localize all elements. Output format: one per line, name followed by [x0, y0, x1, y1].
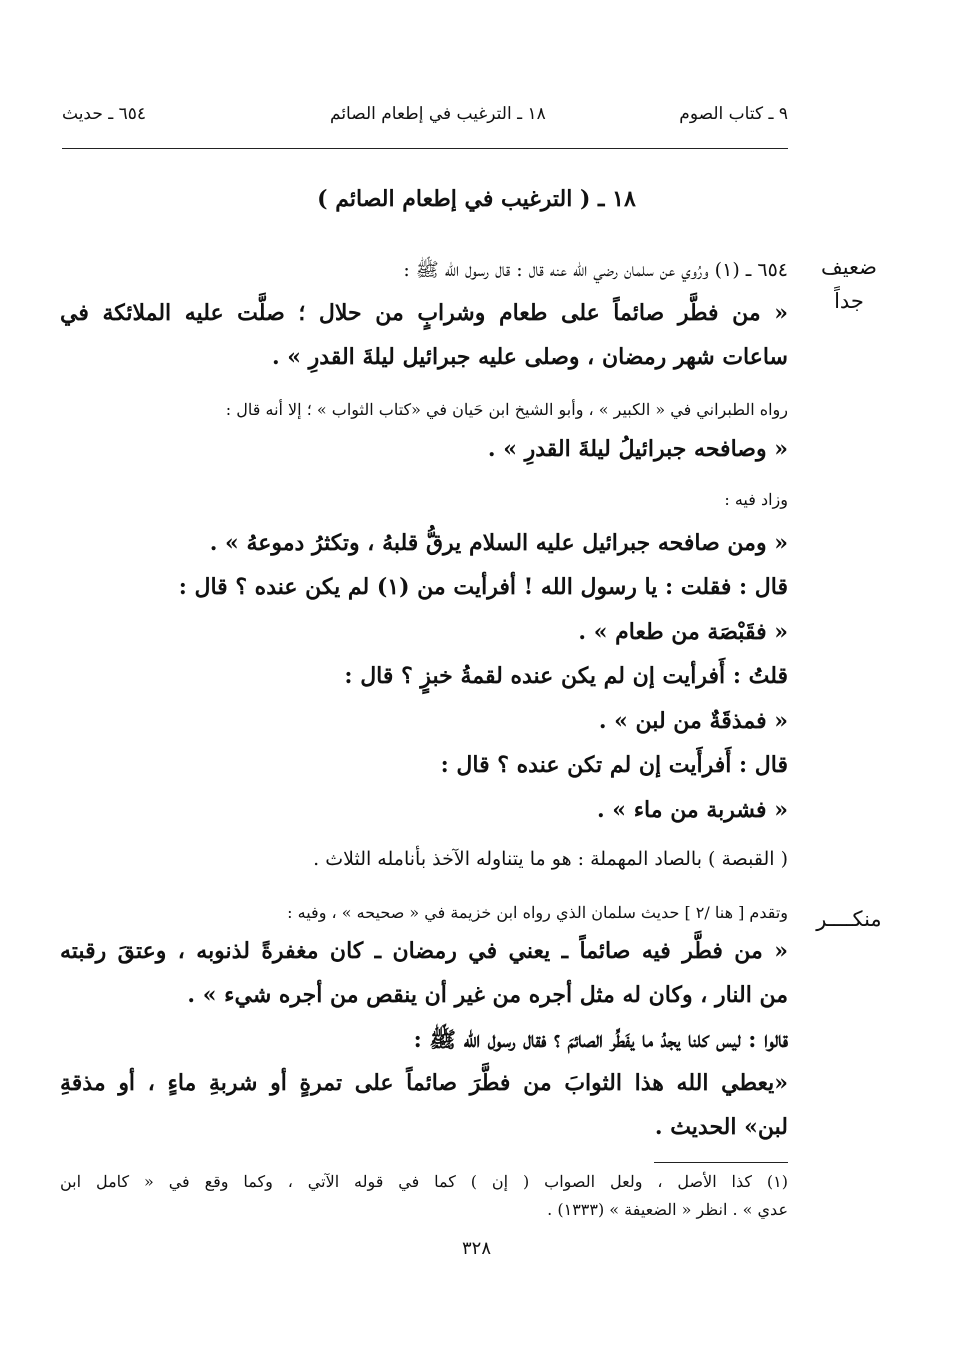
- header-hadith-number: ٦٥٤ ـ حديث: [62, 104, 147, 124]
- grade-label-munkar: منكــــر: [816, 907, 882, 931]
- hadith-text-line: « فقَبْصَة من طعام » .: [578, 619, 788, 645]
- hadith-text-line: قلتُ : أَفرأيت إن لم يكن عنده لقمةُ خبزٍ ؟ قال :: [344, 663, 788, 689]
- header-divider: [62, 148, 788, 149]
- grade-label-weak: ضعيف جداً: [820, 255, 878, 313]
- hadith-text-line: « من فطَّر صائماً على طعام وشرابٍ من حلال ؛ صلَّت عليه الملائكة في: [60, 300, 788, 326]
- hadith-text-line: « فشربة من ماء » .: [596, 797, 788, 823]
- hadith-text-line: « ومن صافحه جبرائيل عليه السلام يرقُّ قلبهُ ، وتكثرُ دموعهُ » .: [209, 530, 788, 556]
- hadith-text-line: «يعطي الله هذا الثوابَ من فطَّرَ صائماً على تمرةٍ أو شربةِ ماءٍ ، أو مذقةِ: [60, 1070, 788, 1096]
- hadith-text-line: قال : أَفرأَيت إن لم تكن عنده ؟ قال :: [440, 752, 788, 778]
- chapter-title: ١٨ ـ ( الترغيب في إطعام الصائم ): [317, 186, 636, 212]
- source-note: رواه الطبراني في « الكبير » ، وأبو الشيخ ابن حَيان في «كتاب الثواب » ؛ إلا أنه قال :: [225, 400, 788, 419]
- gloss-note: ( القبصة ) بالصاد المهملة : هو ما يتناوله الآخذ بأنامله الثلاث .: [313, 848, 788, 870]
- hadith-text-line: ساعات شهر رمضان ، وصلى عليه جبرائيل ليلةَ القدرِ » .: [271, 344, 788, 370]
- source-note: وتقدم [ هنا /٢ ] حديث سلمان الذي رواه ابن خزيمة في « صحيحه » ، وفيه :: [287, 903, 788, 922]
- header-book-title: ٩ ـ كتاب الصوم: [679, 104, 788, 124]
- footnote-divider: [654, 1162, 788, 1163]
- header-chapter-title: ١٨ ـ الترغيب في إطعام الصائم: [330, 104, 546, 124]
- hadith-text-line: « من فطَّر فيه صائماً ـ يعني في رمضان ـ كان مغفرةً لذنوبه ، وعتقَ رقبته: [60, 938, 788, 964]
- hadith-text-line: « وصافحه جبرائيلُ ليلةَ القدرِ » .: [487, 436, 788, 462]
- footnote-line: (١) كذا الأصل ، ولعل الصواب ( إن ) كما في قوله الآتي ، وكما وقع في « كامل ابن: [60, 1172, 788, 1191]
- footnote-line: عدي » . انظر « الضعيفة » (١٣٣٣) .: [547, 1200, 788, 1219]
- hadith-text-line: من النار ، وكان له مثل أجره من غير أن ينقص من أجره شيء » .: [187, 982, 788, 1008]
- hadith-text-line: قال : فقلت : يا رسول الله ! أفرأيت من (١) لم يكن عنده ؟ قال :: [178, 574, 788, 600]
- hadith-intro: ٦٥٤ ـ (١) ورُوي عن سلمان رضي الله عنه قال : قال رسول الله ﷺ :: [403, 259, 788, 281]
- hadith-text-line: « فمذقَةٌ من لبن » .: [598, 708, 788, 734]
- hadith-text-line: قالوا : ليس كلنا يجدُ ما يفَطِّر الصائمَ ؟ فقال رسول الله ﷺ :: [413, 1027, 788, 1053]
- source-note: وزاد فيه :: [724, 490, 788, 509]
- page-number: ٣٢٨: [461, 1238, 491, 1259]
- hadith-text-line: لبن» الحديث .: [654, 1114, 788, 1140]
